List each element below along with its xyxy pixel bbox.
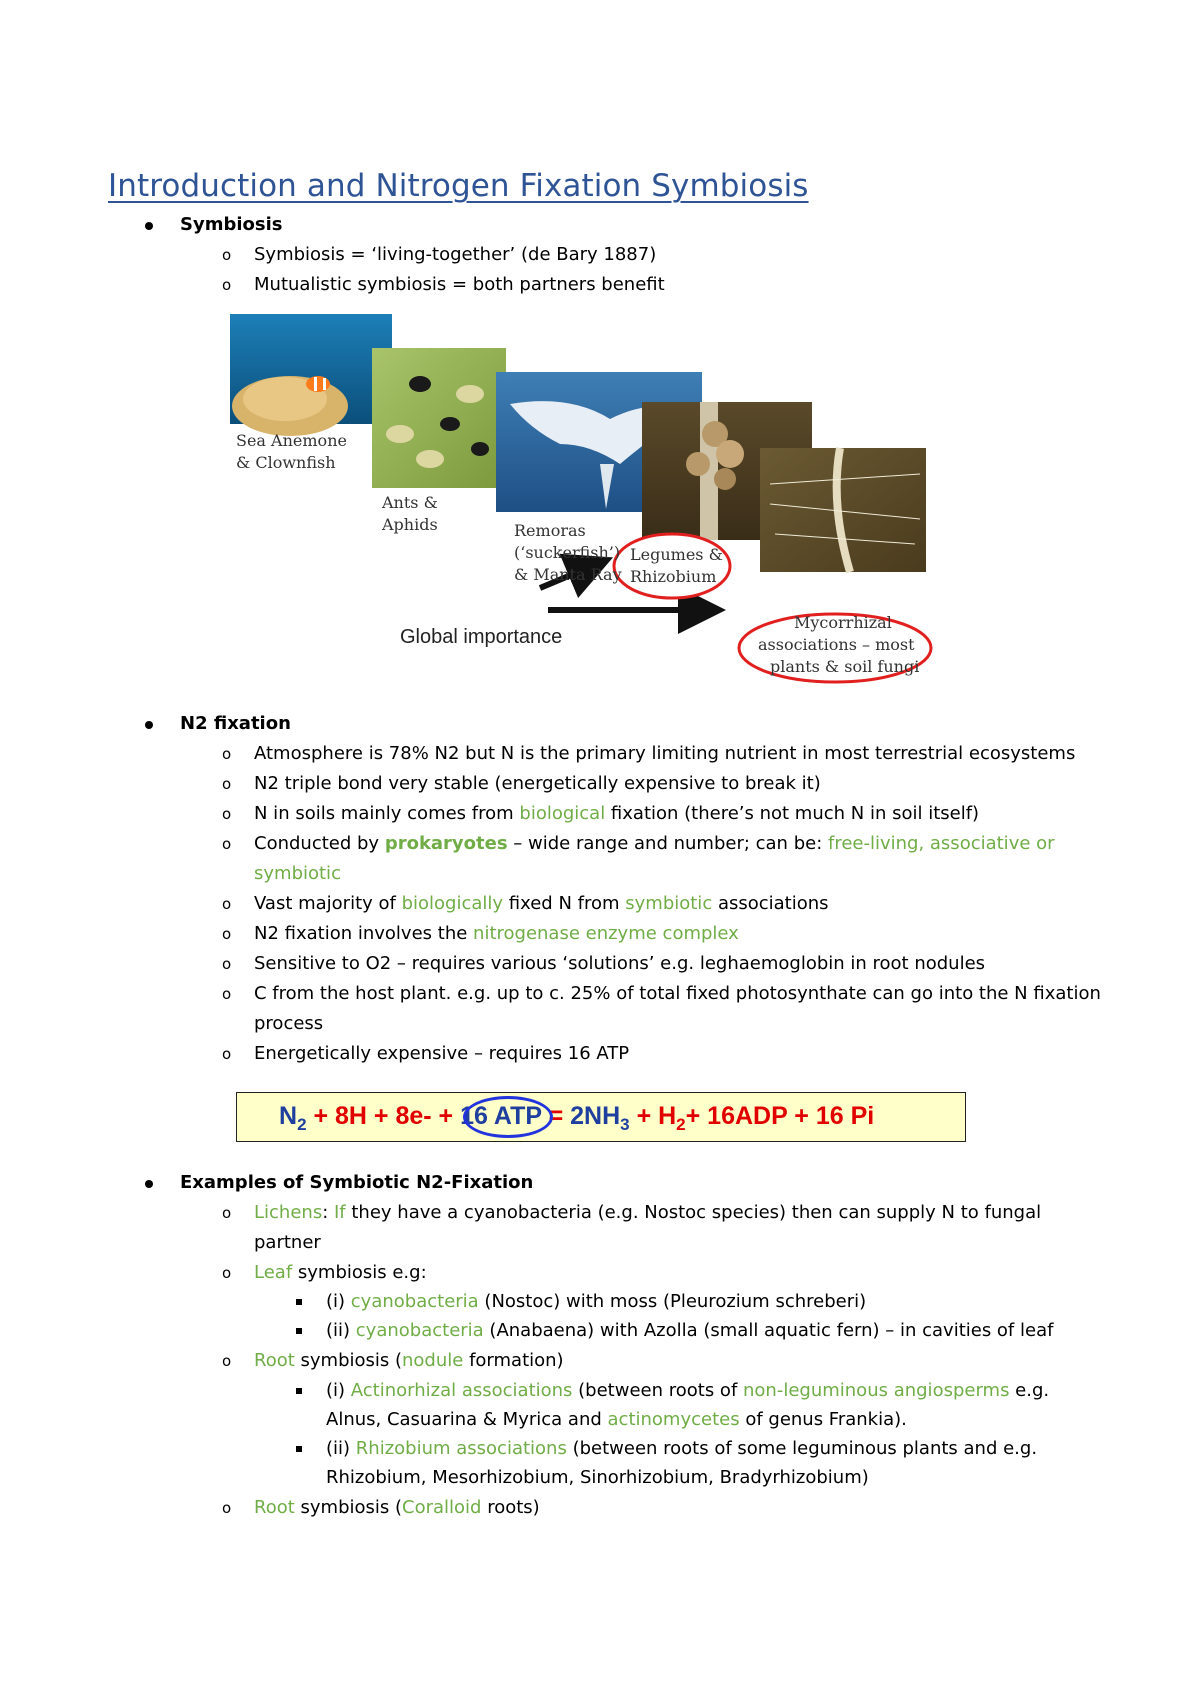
bullet-circle: o bbox=[222, 985, 232, 1003]
bullet-circle: o bbox=[222, 925, 232, 943]
label-associations: associations – most bbox=[758, 635, 915, 654]
n2-item-prokaryotes: Conducted by prokaryotes – wide range and number; can be: free-living, associative or bbox=[254, 833, 1055, 854]
n2-item-o2: Sensitive to O2 – requires various ‘solutions’ e.g. leghaemoglobin in root nodules bbox=[254, 953, 986, 974]
label-rhizobium: Rhizobium bbox=[630, 567, 717, 586]
n2-item-soils: N in soils mainly comes from biological fixation (there’s not much N in soil itself) bbox=[254, 803, 980, 824]
label-suckerfish: (‘suckerfish’) bbox=[514, 543, 621, 562]
label-mycorrhizal: Mycorrhizal bbox=[794, 613, 892, 632]
example-leaf-i: (i) cyanobacteria (Nostoc) with moss (Pleurozium schreberi) bbox=[326, 1291, 867, 1312]
label-legumes: Legumes & bbox=[630, 545, 723, 564]
example-lichens-cont: partner bbox=[254, 1232, 321, 1253]
bullet-circle: o bbox=[222, 835, 232, 853]
bullet-square bbox=[296, 1299, 302, 1305]
bullet-circle: o bbox=[222, 276, 232, 294]
bullet-circle: o bbox=[222, 775, 232, 793]
example-leaf-ii: (ii) cyanobacteria (Anabaena) with Azolla (small aquatic fern) – in cavities of leaf bbox=[326, 1320, 1054, 1341]
symbiosis-figure bbox=[230, 314, 970, 684]
mutualistic-definition: Mutualistic symbiosis = both partners benefit bbox=[254, 274, 665, 295]
n2-fixation-heading: N2 fixation bbox=[180, 713, 291, 734]
label-sea-anemone: Sea Anemone bbox=[236, 431, 347, 450]
bullet-dot bbox=[145, 721, 153, 729]
bullet-square bbox=[296, 1388, 302, 1394]
example-root-ii-cont: Rhizobium, Mesorhizobium, Sinorhizobium, Bradyrhizobium) bbox=[326, 1467, 869, 1488]
equation-box bbox=[236, 1092, 966, 1142]
n2-item-prokaryotes-cont: symbiotic bbox=[254, 863, 341, 884]
example-root-i: (i) Actinorhizal associations (between roots of non-leguminous angiosperms e.g. bbox=[326, 1380, 1050, 1401]
n2-item-carbon-cont: process bbox=[254, 1013, 324, 1034]
page-title: Introduction and Nitrogen Fixation Symbiosis bbox=[108, 168, 809, 204]
atp-highlight-ring bbox=[463, 1096, 553, 1138]
symbiosis-heading: Symbiosis bbox=[180, 214, 283, 235]
bullet-circle: o bbox=[222, 1045, 232, 1063]
example-root-i-cont: Alnus, Casuarina & Myrica and actinomycetes of genus Frankia). bbox=[326, 1409, 907, 1430]
bullet-circle: o bbox=[222, 805, 232, 823]
example-root-ii: (ii) Rhizobium associations (between roots of some leguminous plants and e.g. bbox=[326, 1438, 1038, 1459]
label-ants: Ants & bbox=[382, 493, 438, 512]
bullet-circle: o bbox=[222, 1352, 232, 1370]
bullet-circle: o bbox=[222, 246, 232, 264]
bullet-dot bbox=[145, 1180, 153, 1188]
examples-heading: Examples of Symbiotic N2-Fixation bbox=[180, 1172, 534, 1193]
bullet-circle: o bbox=[222, 1264, 232, 1282]
anemone-photo bbox=[230, 314, 392, 436]
bullet-circle: o bbox=[222, 895, 232, 913]
bullet-square bbox=[296, 1328, 302, 1334]
label-clownfish: & Clownfish bbox=[236, 453, 336, 472]
example-coralloid: Root symbiosis (Coralloid roots) bbox=[254, 1497, 540, 1518]
bullet-circle: o bbox=[222, 745, 232, 763]
example-leaf: Leaf symbiosis e.g: bbox=[254, 1262, 427, 1283]
bullet-square bbox=[296, 1446, 302, 1452]
mycorrhiza-photo bbox=[760, 448, 926, 572]
n2-item-triple-bond: N2 triple bond very stable (energetically expensive to break it) bbox=[254, 773, 821, 794]
label-manta-ray: & Manta Ray bbox=[514, 565, 622, 584]
n2-item-nitrogenase: N2 fixation involves the nitrogenase enzyme complex bbox=[254, 923, 739, 944]
example-lichens: Lichens: If they have a cyanobacteria (e.g. Nostoc species) then can supply N to fungal bbox=[254, 1202, 1042, 1223]
nitrogen-fixation-equation: $N_2 + 8H + 8e- + 16$ ATP = $2NH_3 + H_2+ 16ADP + 16$ Pi bbox=[279, 1102, 875, 1134]
n2-item-atp: Energetically expensive – requires 16 ATP bbox=[254, 1043, 630, 1064]
label-plants-soil-fungi: plants & soil fungi bbox=[770, 657, 920, 676]
bullet-circle: o bbox=[222, 955, 232, 973]
bullet-circle: o bbox=[222, 1204, 232, 1222]
symbiosis-definition: Symbiosis = ‘living-together’ (de Bary 1887) bbox=[254, 244, 657, 265]
bullet-circle: o bbox=[222, 1499, 232, 1517]
example-root: Root symbiosis (nodule formation) bbox=[254, 1350, 564, 1371]
n2-item-majority: Vast majority of biologically fixed N from symbiotic associations bbox=[254, 893, 829, 914]
n2-item-atmosphere: Atmosphere is 78% N2 but N is the primary limiting nutrient in most terrestrial ecosystems bbox=[254, 743, 1076, 764]
label-global-importance: Global importance bbox=[400, 626, 563, 648]
bullet-dot bbox=[145, 222, 153, 230]
label-remoras: Remoras bbox=[514, 521, 586, 540]
label-aphids: Aphids bbox=[382, 515, 438, 534]
n2-item-carbon: C from the host plant. e.g. up to c. 25% of total fixed photosynthate can go into the N fixation bbox=[254, 983, 1101, 1004]
ants-photo bbox=[372, 348, 506, 488]
